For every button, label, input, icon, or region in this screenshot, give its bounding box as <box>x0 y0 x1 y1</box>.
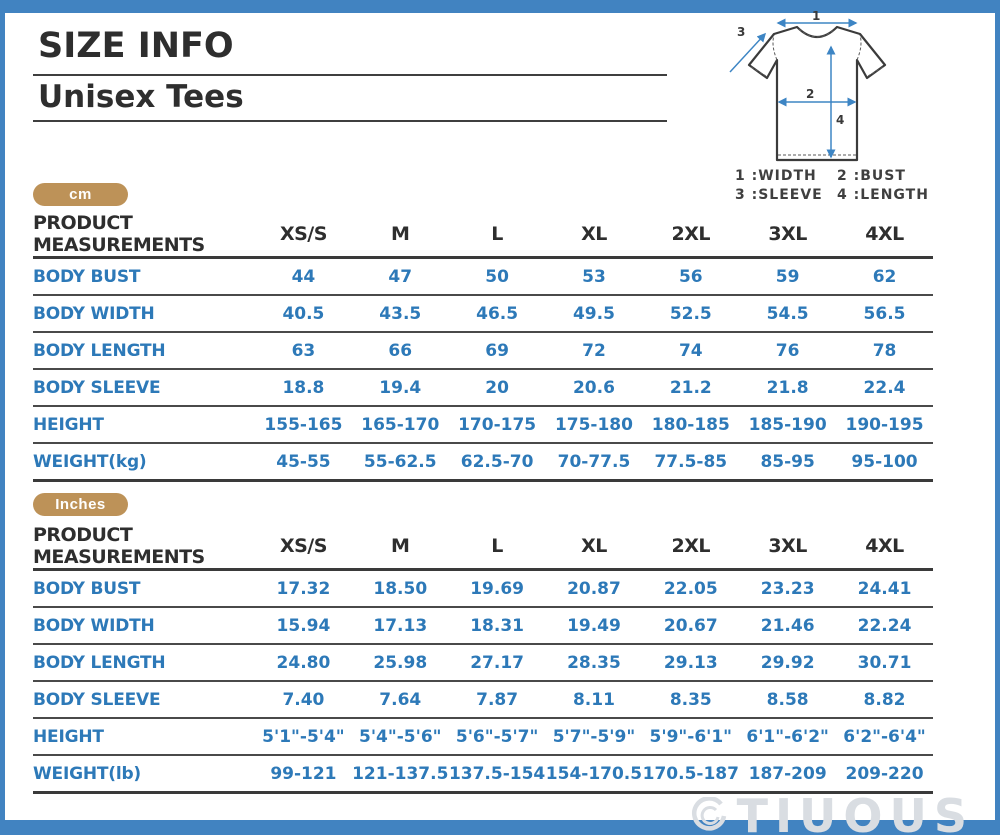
measurement-row-label: BODY BUST <box>33 266 141 287</box>
measurement-value: 22.24 <box>857 615 912 636</box>
marker-width: 1 <box>812 10 821 23</box>
measurement-value: 54.5 <box>766 303 809 324</box>
measurement-value: 19.49 <box>567 615 621 636</box>
measurement-value: 19.69 <box>470 578 524 599</box>
legend-item-bust: 2 :BUST <box>837 168 906 184</box>
subtitle-divider <box>33 120 667 122</box>
tshirt-measurement-diagram <box>720 10 905 168</box>
measurement-value: 5'4"-5'6" <box>359 726 442 747</box>
measurement-row <box>33 755 933 793</box>
size-column-header: L <box>491 223 503 245</box>
measurement-value: 165-170 <box>361 414 440 435</box>
size-table-header-row <box>33 524 933 570</box>
measurement-value: 63 <box>291 340 316 361</box>
measurement-row <box>33 332 933 369</box>
measurement-value: 49.5 <box>572 303 615 324</box>
measurement-value: 8.82 <box>863 689 906 710</box>
right-accent-bar <box>995 0 1000 835</box>
measurement-value: 66 <box>388 340 413 361</box>
measurement-value: 19.4 <box>379 377 422 398</box>
measurement-row-label: BODY LENGTH <box>33 340 166 361</box>
legend-item-length: 4 :LENGTH <box>837 187 929 203</box>
measurement-value: 5'6"-5'7" <box>455 726 539 747</box>
measurement-value: 137.5-154 <box>448 763 546 784</box>
measurement-value: 40.5 <box>282 303 325 324</box>
measurement-row <box>33 607 933 644</box>
measurement-row-label: BODY WIDTH <box>33 615 155 636</box>
page-title: SIZE INFO <box>38 26 234 66</box>
measurement-value: 69 <box>485 340 509 361</box>
measurement-value: 24.41 <box>857 578 912 599</box>
measurement-value: 18.31 <box>470 615 524 636</box>
measurement-value: 170.5-187 <box>642 763 739 784</box>
measurement-value: 44 <box>291 266 316 287</box>
measurement-row <box>33 443 933 481</box>
size-column-header: XL <box>581 535 607 557</box>
page-subtitle: Unisex Tees <box>38 79 244 115</box>
measurement-value: 121-137.5 <box>352 763 449 784</box>
product-measurements-header: PRODUCT MEASUREMENTS <box>33 524 205 568</box>
measurement-row-label: WEIGHT(lb) <box>33 763 142 784</box>
measurement-value: 46.5 <box>476 303 519 324</box>
measurement-value: 20.6 <box>572 377 615 398</box>
measurement-value: 209-220 <box>845 763 924 784</box>
size-column-header: 4XL <box>865 223 904 245</box>
size-column-header: 3XL <box>768 535 807 557</box>
measurement-value: 24.80 <box>276 652 331 673</box>
measurement-value: 154-170.5 <box>545 763 643 784</box>
measurement-row-label: HEIGHT <box>33 414 104 435</box>
measurement-value: 28.35 <box>567 652 621 673</box>
measurement-value: 78 <box>872 340 897 361</box>
measurement-value: 5'9"-6'1" <box>649 726 733 747</box>
brand-logo-icon <box>691 797 729 835</box>
measurement-value: 6'2"-6'4" <box>843 726 926 747</box>
size-column-header: 2XL <box>671 535 711 557</box>
unit-badge-cm: cm <box>33 183 128 206</box>
measurement-value: 59 <box>775 266 800 287</box>
measurement-value: 20.67 <box>663 615 718 636</box>
measurement-value: 76 <box>775 340 800 361</box>
marker-bust: 2 <box>806 87 815 101</box>
measurement-value: 53 <box>582 266 606 287</box>
measurement-value: 52.5 <box>669 303 712 324</box>
size-table-inches <box>33 524 933 794</box>
measurement-value: 8.58 <box>766 689 809 710</box>
size-column-header: M <box>391 535 410 557</box>
measurement-value: 30.71 <box>857 652 912 673</box>
tshirt-outline <box>749 27 885 160</box>
measurement-value: 18.8 <box>282 377 325 398</box>
measurement-row-label: BODY WIDTH <box>33 303 155 324</box>
measurement-value: 72 <box>582 340 606 361</box>
measurement-value: 190-195 <box>845 414 924 435</box>
legend-item-width: 1 :WIDTH <box>735 168 817 184</box>
measurement-value: 187-209 <box>748 763 827 784</box>
measurement-value: 175-180 <box>554 414 633 435</box>
measurement-value: 22.05 <box>663 578 718 599</box>
brand-name: TIUOUS <box>736 789 974 835</box>
measurement-value: 50 <box>485 266 509 287</box>
size-column-header: 3XL <box>768 223 807 245</box>
measurement-value: 5'1"-5'4" <box>262 726 345 747</box>
measurement-value: 15.94 <box>276 615 331 636</box>
measurement-row-label: WEIGHT(kg) <box>33 451 147 472</box>
size-column-header: 2XL <box>671 223 711 245</box>
measurement-value: 29.92 <box>760 652 815 673</box>
unit-badge-inches: Inches <box>33 493 128 516</box>
measurement-row <box>33 681 933 718</box>
measurement-value: 17.32 <box>276 578 331 599</box>
measurement-row-label: BODY BUST <box>33 578 141 599</box>
measurement-row-label: BODY SLEEVE <box>33 377 161 398</box>
measurement-value: 21.2 <box>669 377 712 398</box>
measurement-value: 45-55 <box>276 451 331 472</box>
measurement-row <box>33 406 933 443</box>
measurement-row <box>33 718 933 755</box>
measurement-row-label: BODY SLEEVE <box>33 689 161 710</box>
measurement-value: 74 <box>678 340 703 361</box>
measurement-value: 20 <box>485 377 509 398</box>
size-table-cm <box>33 212 933 482</box>
measurement-row <box>33 295 933 332</box>
measurement-value: 170-175 <box>458 414 537 435</box>
measurement-value: 7.40 <box>282 689 325 710</box>
measurement-value: 7.87 <box>476 689 519 710</box>
measurement-row-label: HEIGHT <box>33 726 104 747</box>
size-column-header: L <box>491 535 503 557</box>
legend-item-sleeve: 3 :SLEEVE <box>735 187 823 203</box>
measurement-value: 99-121 <box>270 763 337 784</box>
measurement-value: 27.17 <box>470 652 524 673</box>
marker-length: 4 <box>836 113 845 127</box>
size-column-header: XS/S <box>279 223 327 245</box>
measurement-value: 155-165 <box>264 414 343 435</box>
measurement-value: 6'1"-6'2" <box>746 726 829 747</box>
measurement-value: 56.5 <box>863 303 906 324</box>
measurement-value: 185-190 <box>748 414 827 435</box>
measurement-value: 62 <box>872 266 897 287</box>
measurement-value: 7.64 <box>379 689 422 710</box>
measurement-value: 21.46 <box>760 615 815 636</box>
measurement-value: 180-185 <box>651 414 730 435</box>
measurement-value: 25.98 <box>373 652 428 673</box>
measurement-value: 95-100 <box>851 451 918 472</box>
measurement-value: 20.87 <box>567 578 621 599</box>
measurement-value: 77.5-85 <box>654 451 728 472</box>
measurement-row <box>33 258 933 296</box>
measurement-value: 47 <box>388 266 413 287</box>
size-column-header: XL <box>581 223 607 245</box>
measurement-value: 8.11 <box>572 689 615 710</box>
diagram-legend <box>735 168 965 203</box>
size-table-header-row <box>33 212 933 258</box>
marker-sleeve: 3 <box>737 25 746 39</box>
size-column-header: M <box>391 223 410 245</box>
measurement-row <box>33 369 933 406</box>
product-measurements-header: PRODUCT MEASUREMENTS <box>33 212 205 256</box>
measurement-value: 21.8 <box>766 377 809 398</box>
measurement-value: 8.35 <box>669 689 712 710</box>
measurement-value: 22.4 <box>863 377 906 398</box>
measurement-value: 55-62.5 <box>363 451 437 472</box>
measurement-value: 17.13 <box>373 615 428 636</box>
measurement-row-label: BODY LENGTH <box>33 652 166 673</box>
measurement-value: 56 <box>678 266 703 287</box>
measurement-value: 43.5 <box>379 303 422 324</box>
size-column-header: XS/S <box>279 535 327 557</box>
measurement-value: 18.50 <box>373 578 428 599</box>
brand-watermark <box>691 789 974 835</box>
left-accent-bar <box>0 0 5 835</box>
measurement-value: 29.13 <box>663 652 718 673</box>
measurement-value: 70-77.5 <box>557 451 631 472</box>
measurement-row <box>33 644 933 681</box>
measurement-value: 62.5-70 <box>460 451 534 472</box>
measurement-row <box>33 570 933 608</box>
measurement-value: 23.23 <box>760 578 815 599</box>
measurement-value: 5'7"-5'9" <box>552 726 636 747</box>
measurement-value: 85-95 <box>760 451 815 472</box>
size-column-header: 4XL <box>865 535 904 557</box>
title-divider <box>33 74 667 76</box>
